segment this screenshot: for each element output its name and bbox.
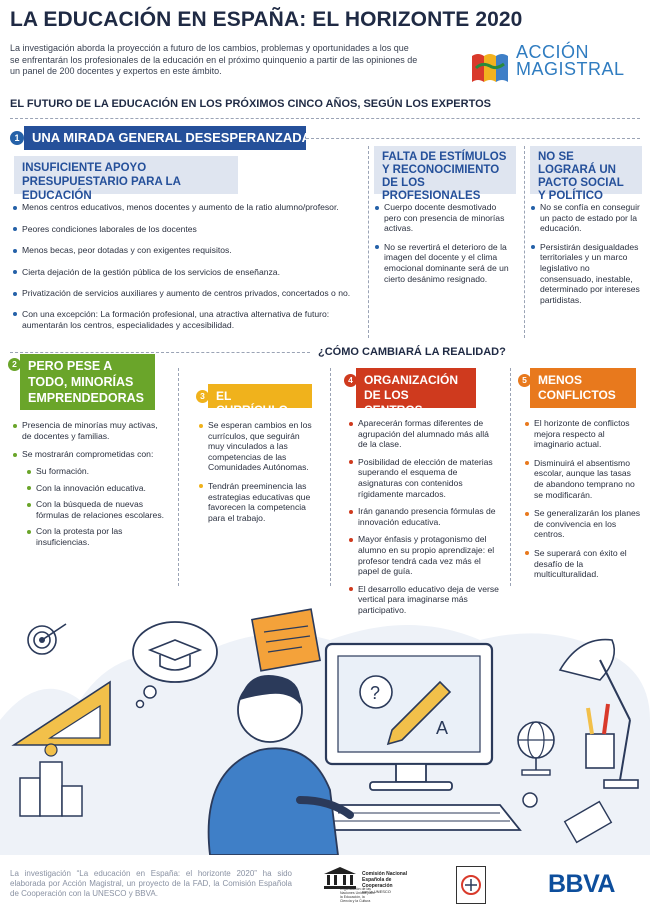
list-item: Se superará con éxito el desafío de la multiculturalidad. [524, 548, 642, 580]
logo-line-2: MAGISTRAL [516, 59, 625, 79]
list-item: Cuerpo docente desmotivado pero con presencia de minorías activas. [374, 202, 514, 234]
list-item: Cierta dejación de la gestión pública de los servicios de enseñanza. [12, 267, 362, 278]
section-4-list [348, 418, 500, 616]
notepad-icon [252, 609, 320, 671]
unesco-org-text: Organización de las Naciones Unidas para la Educación, la Ciencia y la Cultura [340, 887, 375, 903]
list-item: Con una excepción: La formación profesional, una atractiva alternativa de futuro: aumentarán los centros, especialidades y accesibilidad. [12, 309, 362, 330]
column-divider [510, 368, 511, 586]
col2-list [374, 202, 514, 284]
section-5-number: 5 [518, 374, 531, 387]
list-item: Mayor énfasis y protagonismo del alumno en su propio aprendizaje: el profesor tendrá cada vez más el papel de guía. [348, 534, 500, 576]
fad-emblem-icon [457, 867, 485, 903]
section-1-title: UNA MIRADA GENERAL DESESPERANZADA [24, 126, 306, 150]
list-item: Posibilidad de elección de materias superando el esquema de asignaturas con contenidos rígidamente marcados. [348, 457, 500, 499]
list-item: Aparecerán formas diferentes de agrupación del alumnado más allá de la clase. [348, 418, 500, 450]
list-item: Persistirán desigualdades territoriales y un marco legislativo no consensuado, inestable, determinado por intereses partidistas. [530, 242, 642, 306]
list-item: Se esperan cambios en los currículos, que seguirán muy vinculados a las competencias de las Comunidades Autónomas. [198, 420, 318, 473]
column-divider [524, 146, 525, 338]
unesco-name-line: Comisión Nacional [362, 871, 408, 877]
list-item: No se confía en conseguir un pacto de estado por la educación. [530, 202, 642, 234]
list-item: Su formación. [26, 466, 166, 477]
question-heading: ¿CÓMO CAMBIARÁ LA REALIDAD? [318, 346, 506, 358]
list-item: Peores condiciones laborales de los docentes [12, 224, 362, 235]
section-3-title: EL CURRÍCULO [208, 384, 312, 408]
accion-magistral-logo [470, 44, 640, 86]
divider [306, 138, 640, 139]
bbva-logo: BBVA [548, 870, 615, 898]
list-item: Con la innovación educativa. [26, 483, 166, 494]
section-2-sublist [26, 466, 166, 548]
target-icon [28, 624, 66, 654]
section-1-number: 1 [10, 131, 24, 145]
fad-logo [456, 866, 486, 904]
list-item: Menos becas, peor dotadas y con exigentes requisitos. [12, 245, 362, 256]
divider [10, 352, 310, 353]
section-2-title: PERO PESE A TODO, MINORÍAS EMPRENDEDORAS [20, 354, 155, 410]
list-item: Presencia de minorías muy activas, de docentes y familias. [12, 420, 162, 441]
section-5-title: MENOS CONFLICTOS [530, 368, 636, 408]
section-3-number: 3 [196, 390, 209, 403]
logo-line-1: ACCIÓN [516, 42, 590, 62]
section-5-list [524, 418, 642, 580]
list-item: El horizonte de conflictos mejora respecto al imaginario actual. [524, 418, 642, 450]
apple-icon [523, 793, 537, 807]
logo-mark-icon [470, 50, 512, 84]
col2-heading: FALTA DE ESTÍMULOS Y RECONOCIMIENTO DE LOS PROFESIONALES [374, 146, 516, 194]
subtitle: EL FUTURO DE LA EDUCACIÓN EN LOS PRÓXIMOS CINCO AÑOS, SEGÚN LOS EXPERTOS [10, 98, 491, 110]
list-item: Se generalizarán los planes de convivencia en los centros. [524, 508, 642, 540]
footer-text: La investigación “La educación en España: el horizonte 2020” ha sido elaborada por Acción Magistral, un proyecto de la FAD, la Comisión Española de Cooperación con la UNESCO y BBVA. [10, 869, 292, 898]
unesco-name [362, 871, 407, 895]
education-illustration [0, 600, 650, 855]
col3-heading: NO SE LOGRARÁ UN PACTO SOCIAL Y POLÍTICO [530, 146, 642, 194]
col1-list [12, 202, 362, 330]
unesco-name-line: Cooperación [362, 883, 393, 889]
col3-list [530, 202, 642, 305]
column-divider [178, 368, 179, 586]
col1-heading: INSUFICIENTE APOYO PRESUPUESTARIO PARA LA EDUCACIÓN [14, 156, 238, 194]
page-title: LA EDUCACIÓN EN ESPAÑA: EL HORIZONTE 2020 [10, 8, 523, 31]
list-item: Se mostrarán comprometidas con: [12, 449, 162, 460]
section-4-number: 4 [344, 374, 357, 387]
list-item: Con la protesta por las insuficiencias. [26, 526, 166, 547]
unesco-name-line: con la UNESCO [362, 889, 391, 894]
list-item: Privatización de servicios auxiliares y aumento de centros privados, concertados o no. [12, 288, 362, 299]
list-item: No se revertirá el deterioro de la imagen del docente y el clima emocional dominante será de un cierto desánimo resignado. [374, 242, 514, 284]
list-item: Menos centros educativos, menos docentes y aumento de la ratio alumno/profesor. [12, 202, 362, 213]
section-1-header [10, 126, 312, 150]
column-divider [368, 146, 369, 338]
svg-text:?: ? [370, 683, 381, 703]
unesco-logo [322, 862, 440, 902]
unesco-name-line: Española de [362, 877, 392, 883]
list-item: Disminuirá el absentismo escolar, aunque las tasas de abandono temprano no se modificarán. [524, 458, 642, 500]
section-3-list [198, 420, 318, 523]
list-item: Irán ganando presencia fórmulas de innovación educativa. [348, 506, 500, 527]
section-2-number: 2 [8, 358, 21, 371]
column-divider [330, 368, 331, 586]
section-2-list [12, 420, 162, 460]
intro-text: La investigación aborda la proyección a futuro de los cambios, problemas y oportunidades a los que se enfrentarán los profesionales de la educación en el próximo quinquenio a partir de las opiniones de un panel de 200 docentes y expertos en este ámbito. [10, 43, 418, 77]
divider [10, 118, 640, 119]
svg-text:A: A [436, 718, 449, 738]
list-item: El desarrollo educativo deja de verse vertical para imaginarse más participativo. [348, 584, 500, 616]
list-item: Tendrán preeminencia las estrategias educativas que favorecen la competencia para el trabajo. [198, 481, 318, 523]
section-4-title: ORGANIZACIÓN DE LOS CENTROS [356, 368, 476, 408]
list-item: Con la búsqueda de nuevas fórmulas de relaciones escolares. [26, 499, 166, 520]
